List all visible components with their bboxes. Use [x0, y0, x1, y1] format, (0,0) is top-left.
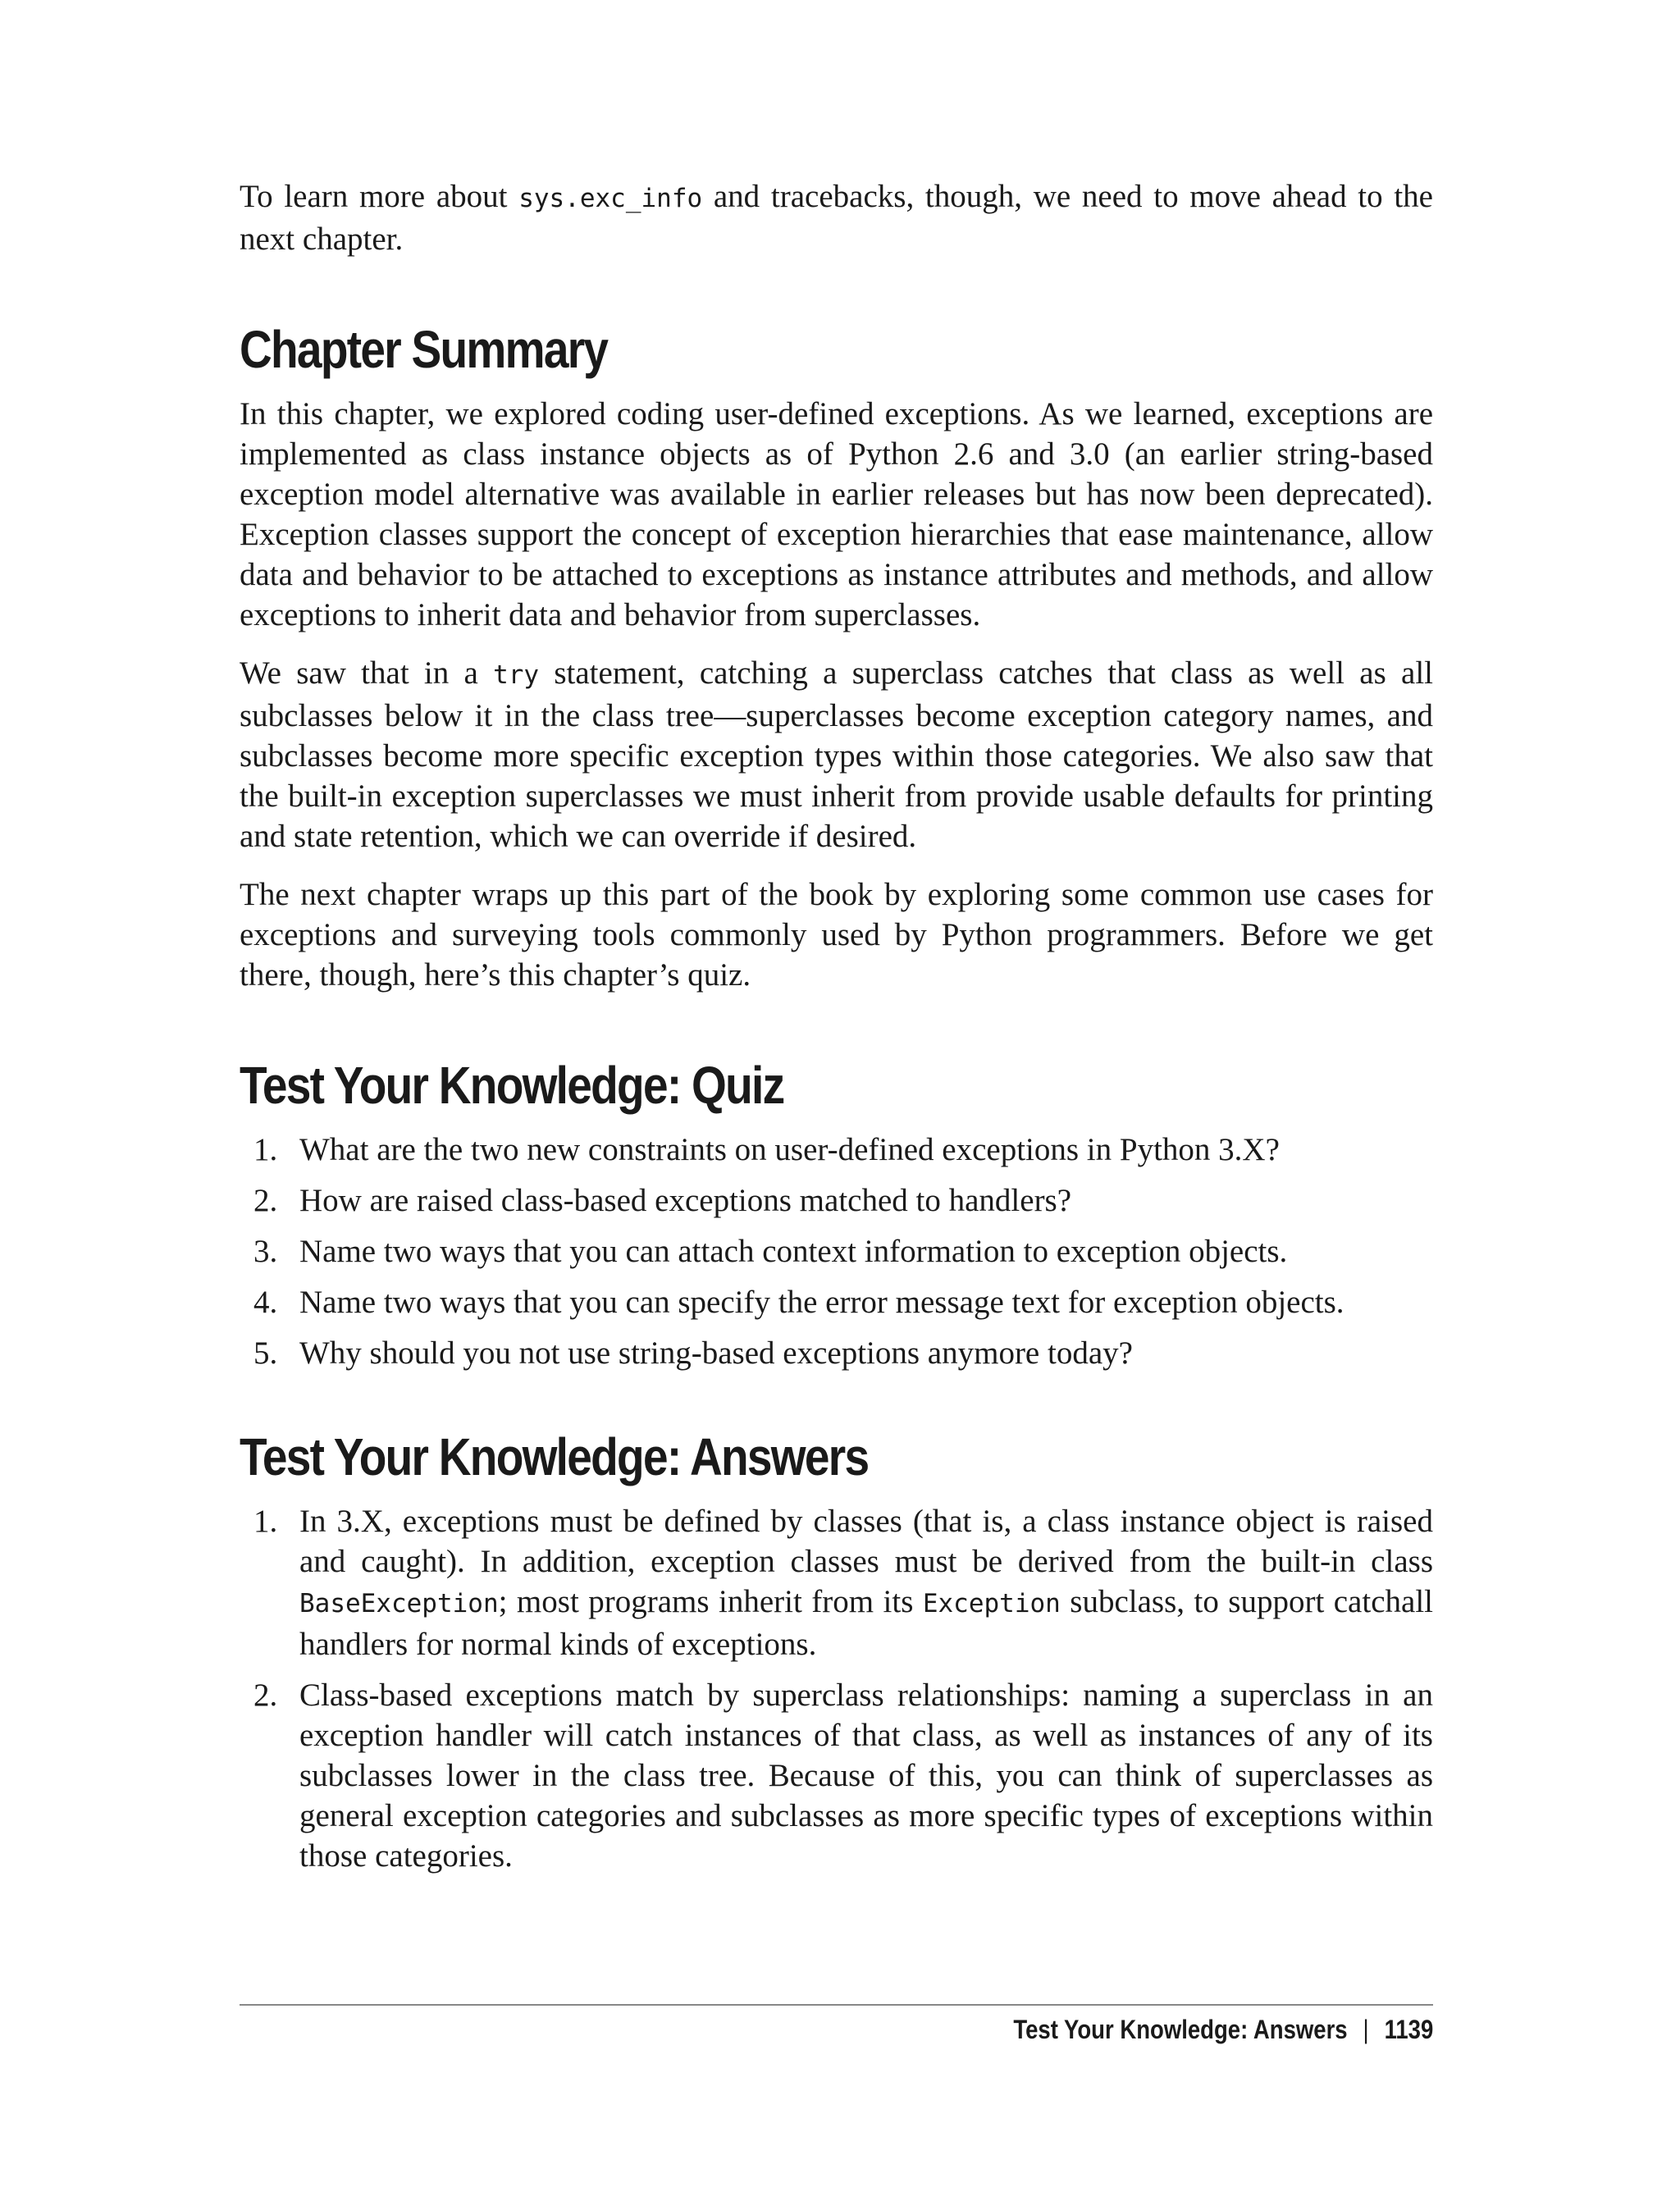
intro-text-after: and tracebacks, though, we need to move ahead to the next chapter. [240, 179, 1433, 257]
quiz-item-number: 4. [253, 1285, 278, 1320]
footer-divider [240, 2004, 1433, 2006]
page-content [240, 176, 1433, 1887]
summary-paragraph-1: In this chapter, we explored coding user-defined exceptions. As we learned, exceptions are implemented as class instance objects as of Python 2.6 and 3.0 (an earlier string-based exception model alternative was available in earlier releases but has now been deprecated). Exception classes support the concept of exception hierarchies that ease maintenance, allow data and behavior to be attached to exceptions as instance attributes and methods, and allow exceptions to inherit data and behavior from superclasses. [240, 396, 1433, 632]
quiz-item [240, 1333, 1433, 1373]
running-footer-title: Test Your Knowledge: Answers [1013, 2015, 1348, 2044]
quiz-item-text: What are the two new constraints on user-defined exceptions in Python 3.X? [299, 1132, 1280, 1167]
quiz-item-text: How are raised class-based exceptions matched to handlers? [299, 1183, 1072, 1218]
footer-separator: | [1363, 2015, 1369, 2044]
answer-item [240, 1501, 1433, 1664]
answers-list [240, 1501, 1433, 1876]
answer-item [240, 1675, 1433, 1876]
summary-p2-text-after: statement, catching a superclass catches that class as well as all subclasses below it in the class tree—superclasses become exception category names, and subclasses become more specific exception types within those categories. We also saw that the built-in exception superclasses we must inherit from provide usable defaults for printing and state retention, which we can override if desired. [240, 655, 1434, 854]
quiz-item [240, 1130, 1433, 1170]
answer-1-text-part-3: subclass, to support catchall handlers for normal kinds of exceptions. [299, 1584, 1433, 1662]
quiz-item [240, 1180, 1433, 1221]
inline-code-exception: Exception [922, 1589, 1061, 1618]
inline-code-try: try [493, 660, 540, 690]
quiz-item-number: 5. [253, 1335, 278, 1371]
quiz-item [240, 1282, 1433, 1322]
inline-code-baseexception: BaseException [299, 1589, 499, 1618]
answer-2-text: Class-based exceptions match by superclass relationships: naming a superclass in an exception handler will catch instances of that class, as well as instances of any of its subclasses lower in the class tree. Because of this, you can think of superclasses as general exception categories and subclasses as more specific types of exceptions within those categories. [299, 1678, 1433, 1874]
chapter-summary-heading: Chapter Summary [240, 320, 608, 379]
summary-paragraph-2 [240, 653, 1433, 856]
quiz-item-text: Name two ways that you can specify the error message text for exception objects. [299, 1285, 1344, 1320]
quiz-item-text: Why should you not use string-based exceptions anymore today? [299, 1335, 1133, 1371]
answer-item-number: 1. [253, 1504, 278, 1539]
intro-paragraph [240, 176, 1433, 259]
answer-item-number: 2. [253, 1678, 278, 1713]
answer-1-text-part-2: ; most programs inherit from its [498, 1584, 923, 1619]
inline-code-sys-exc-info: sys.exc_info [518, 184, 703, 213]
quiz-item-text: Name two ways that you can attach context information to exception objects. [299, 1234, 1288, 1269]
answer-1-text-part-1: In 3.X, exceptions must be defined by classes (that is, a class instance object is raised and caught). In addition, exception classes must be derived from the built-in class [299, 1504, 1433, 1579]
summary-paragraph-3: The next chapter wraps up this part of the book by exploring some common use cases for exceptions and surveying tools commonly used by Python programmers. Before we get there, though, here’s this chapter’s quiz. [240, 877, 1433, 993]
quiz-list [240, 1130, 1433, 1373]
quiz-heading: Test Your Knowledge: Quiz [240, 1056, 784, 1115]
summary-p2-text-before: We saw that in a [240, 655, 494, 691]
answers-heading: Test Your Knowledge: Answers [240, 1427, 869, 1486]
intro-text-before: To learn more about [240, 179, 519, 214]
quiz-item-number: 3. [253, 1234, 278, 1269]
page-footer [1013, 2015, 1433, 2045]
quiz-item-number: 2. [253, 1183, 278, 1218]
quiz-item [240, 1231, 1433, 1271]
page-number: 1139 [1384, 2015, 1433, 2044]
quiz-item-number: 1. [253, 1132, 278, 1167]
